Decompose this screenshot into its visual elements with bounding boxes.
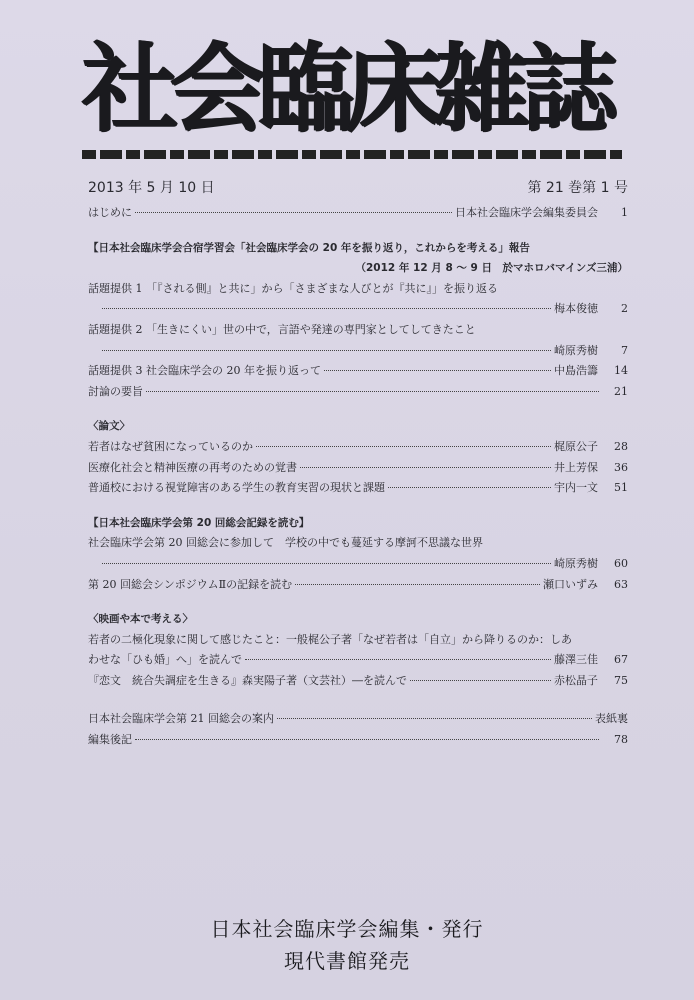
section-heading-film-books: 〈映画や本で考える〉 <box>88 613 193 626</box>
toc-entry-title: 社会臨床学会第 20 回総会に参加して 学校の中でも蔓延する摩訶不思議な世界 <box>88 536 483 550</box>
leader-dots <box>388 487 551 488</box>
title-underline-strip <box>82 150 622 159</box>
toc-entry-page: 67 <box>614 653 628 667</box>
leader-dots <box>245 659 551 660</box>
section-subheading-retreat: （2012 年 12 月 8 ～ 9 日 於マホロバマインズ三浦） <box>355 262 628 275</box>
toc-entry-page: 28 <box>614 439 628 453</box>
toc-entry <box>88 299 628 320</box>
leader-dots <box>135 739 599 740</box>
leader-dots <box>102 563 551 564</box>
toc-entry-author: 赤松晶子 <box>554 673 598 687</box>
toc-entry <box>88 650 628 671</box>
journal-title: 社会臨床雑誌 <box>82 33 610 145</box>
toc-entry-intro <box>88 203 628 224</box>
toc-entry <box>88 341 628 362</box>
toc-entry <box>88 478 628 499</box>
section-heading-papers: 〈論文〉 <box>88 420 130 433</box>
toc-entry-title: はじめに <box>88 206 132 219</box>
toc-entry-page: 21 <box>614 384 628 398</box>
toc-entry-author: 宇内一文 <box>554 481 598 495</box>
toc-entry-title: 編集後記 <box>88 733 132 747</box>
toc-entry <box>88 554 628 575</box>
toc-entry-author: 崎原秀樹 <box>554 556 598 570</box>
toc-entry <box>88 671 628 692</box>
toc-entry-title: 若者はなぜ貧困になっているのか <box>88 439 253 453</box>
section-heading-assembly: 【日本社会臨床学会第 20 回総会記録を読む】 <box>88 516 310 529</box>
leader-dots <box>146 391 599 392</box>
toc-entry-page: 63 <box>614 577 628 591</box>
toc-entry-title: 話題提供 2 「生きにくい」世の中で，言語や発達の専門家としてしてきたこと <box>88 322 476 336</box>
toc-entry-page: 14 <box>614 364 628 378</box>
leader-dots <box>277 718 592 719</box>
toc-entry-author: 瀬口いずみ <box>543 577 598 591</box>
publisher-line: 日本社会臨床学会編集・発行 <box>210 917 484 941</box>
leader-dots <box>300 467 551 468</box>
toc-entry-title: わせな「ひも婚」へ」を読んで <box>88 653 242 667</box>
leader-dots <box>324 370 551 371</box>
toc-entry-author: 井上芳保 <box>554 460 598 474</box>
toc-entry-page: 78 <box>614 733 628 747</box>
toc-entry-author: 藤澤三佳 <box>554 653 598 667</box>
toc-entry-title: 第 20 回総会シンポジウムⅡの記録を読む <box>88 577 293 591</box>
leader-dots <box>295 584 540 585</box>
toc-entry <box>88 382 628 403</box>
section-heading-retreat: 【日本社会臨床学会合宿学習会「社会臨床学会の 20 年を振り返り，これからを考える」報告 <box>88 241 530 254</box>
toc-entry-title: 『恋文 統合失調症を生きる』森実陽子著（文芸社）―を読んで <box>88 673 407 687</box>
toc-entry <box>88 437 628 458</box>
toc-entry-author: 日本社会臨床学会編集委員会 <box>455 206 598 219</box>
publication-date: 2013 年 5 月 10 日 <box>88 180 215 196</box>
toc-entry <box>88 361 628 382</box>
toc-entry-page: 7 <box>621 343 628 357</box>
toc-entry-author: 梶原公子 <box>554 439 598 453</box>
toc-entry-author: 中島浩籌 <box>554 364 598 378</box>
toc-entry-page: 表紙裏 <box>595 712 628 726</box>
toc-entry-page: 1 <box>621 206 628 219</box>
leader-dots <box>256 446 551 447</box>
toc-entry-page: 2 <box>621 302 628 316</box>
toc-entry-page: 75 <box>614 673 628 687</box>
toc-entry-postscript <box>88 730 628 751</box>
toc-entry-notice <box>88 709 628 730</box>
leader-dots <box>410 680 551 681</box>
distributor-line: 現代書館発売 <box>284 949 410 973</box>
toc-entry-author: 崎原秀樹 <box>554 343 598 357</box>
toc-entry-title: 若者の二極化現象に関して感じたこと：一般梶公子著「なぜ若者は「自立」から降りるのか：しあ <box>88 632 572 646</box>
toc-entry-author: 梅本俊徳 <box>554 302 598 316</box>
toc-entry <box>88 458 628 479</box>
leader-dots <box>102 308 551 309</box>
toc-entry-title: 日本社会臨床学会第 21 回総会の案内 <box>88 712 274 726</box>
toc-entry-title: 討論の要旨 <box>88 384 143 398</box>
toc-entry-page: 60 <box>614 556 628 570</box>
toc-entry-title: 普通校における視覚障害のある学生の教育実習の現状と課題 <box>88 481 385 495</box>
toc-entry-title: 話題提供 3 社会臨床学会の 20 年を振り返って <box>88 364 321 378</box>
toc-entry-title: 医療化社会と精神医療の再考のための覚書 <box>88 460 297 474</box>
issue-number: 第 21 巻第 1 号 <box>527 180 628 196</box>
toc-entry-page: 51 <box>614 481 628 495</box>
toc-entry-page: 36 <box>614 460 628 474</box>
toc-entry-title: 話題提供 1 「『される側』と共に」から「さまざまな人びとが『共に』」を振り返る <box>88 281 498 295</box>
leader-dots <box>102 350 551 351</box>
toc-entry <box>88 575 628 596</box>
leader-dots <box>135 212 452 213</box>
table-of-contents <box>88 203 628 751</box>
